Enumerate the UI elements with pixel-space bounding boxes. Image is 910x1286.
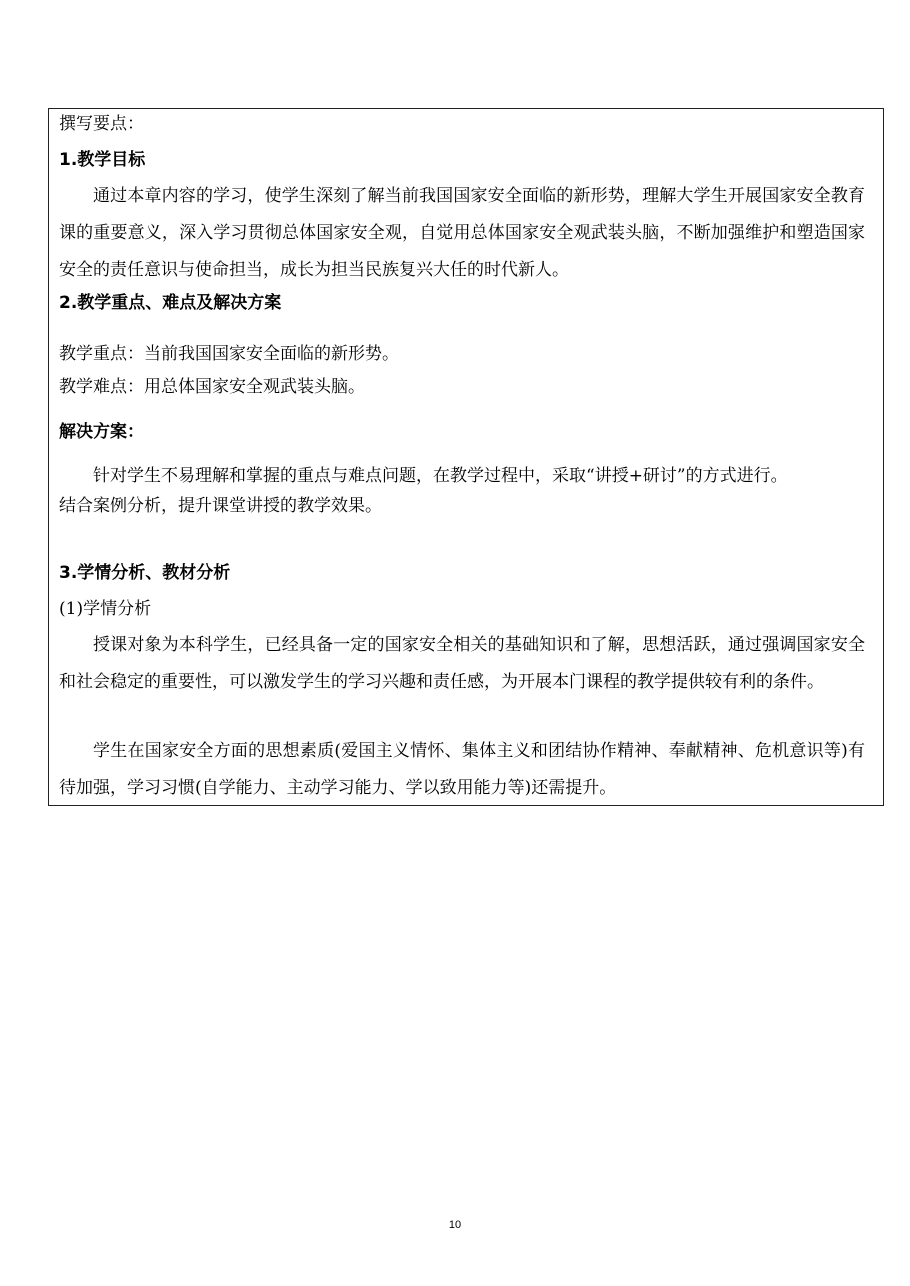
section3-heading: 3.学情分析、教材分析 xyxy=(59,563,231,583)
solution-line-1: 针对学生不易理解和掌握的重点与难点问题，在教学过程中，采取“讲授+研讨”的方式进行。 xyxy=(93,466,788,486)
intro-label: 撰写要点： xyxy=(59,114,144,134)
section3-paragraph-2: 学生在国家安全方面的思想素质(爱国主义情怀、集体主义和团结协作精神、奉献精神、危机意识等)有待加强，学习习惯(自学能力、主动学习能力、学以致用能力等)还需提升。 xyxy=(59,741,865,798)
content-box xyxy=(48,108,884,806)
key-point-text: 教学重点：当前我国国家安全面临的新形势。 xyxy=(59,344,399,364)
page-number: 10 xyxy=(448,1219,462,1231)
section1-paragraph: 通过本章内容的学习，使学生深刻了解当前我国国家安全面临的新形势，理解大学生开展国家安全教育课的重要意义，深入学习贯彻总体国家安全观，自觉用总体国家安全观武装头脑，不断加强维护和塑造国家安全的责任意识与使命担当，成长为担当民族复兴大任的时代新人。 xyxy=(59,186,865,280)
solution-line-2: 结合案例分析，提升课堂讲授的教学效果。 xyxy=(59,496,382,516)
section2-heading: 2.教学重点、难点及解决方案 xyxy=(59,293,282,313)
section3-subheading: (1)学情分析 xyxy=(59,599,152,619)
solution-heading: 解决方案： xyxy=(59,422,144,442)
section3-paragraph-1: 授课对象为本科学生，已经具备一定的国家安全相关的基础知识和了解，思想活跃，通过强调国家安全和社会稳定的重要性，可以激发学生的学习兴趣和责任感，为开展本门课程的教学提供较有利的条件。 xyxy=(59,635,865,692)
difficult-point-text: 教学难点：用总体国家安全观武装头脑。 xyxy=(59,377,365,397)
section1-heading: 1.教学目标 xyxy=(59,150,146,170)
